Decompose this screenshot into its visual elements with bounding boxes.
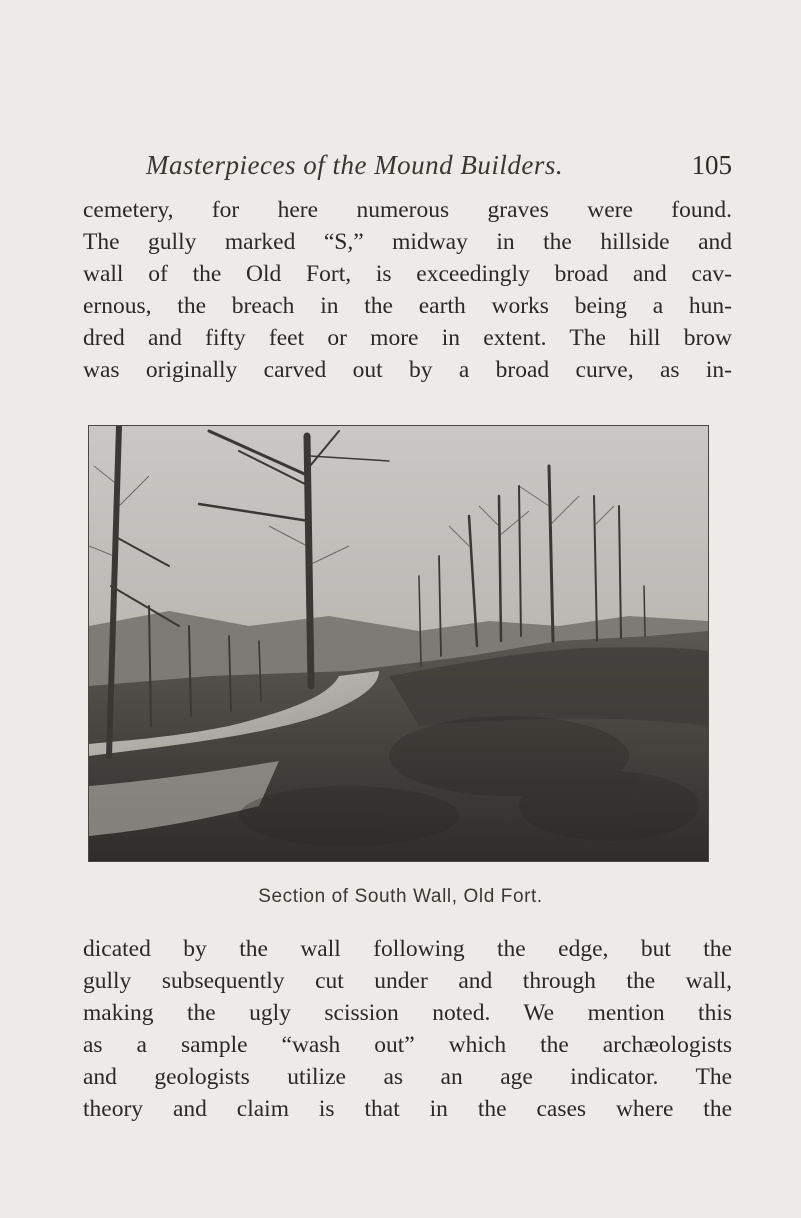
- page-number: 105: [691, 150, 732, 180]
- text-line: making the ugly scission noted. We mention this: [83, 1000, 732, 1026]
- text-line: as a sample “wash out” which the archæologists: [83, 1032, 732, 1058]
- text-line: wall of the Old Fort, is exceedingly broad and cav-: [83, 261, 732, 287]
- text-line: ernous, the breach in the earth works being a hun-: [83, 293, 732, 319]
- text-line: and geologists utilize as an age indicator. The: [83, 1064, 732, 1090]
- running-title: Masterpieces of the Mound Builders.: [146, 150, 564, 180]
- body-text-bottom: [83, 933, 732, 1125]
- text-line: was originally carved out by a broad curve, as in-: [83, 357, 732, 383]
- figure-caption: Section of South Wall, Old Fort.: [258, 886, 543, 907]
- text-line: theory and claim is that in the cases where the: [83, 1096, 732, 1122]
- body-text-top: [83, 194, 732, 386]
- running-header: [146, 150, 736, 186]
- text-line: cemetery, for here numerous graves were found.: [83, 197, 732, 223]
- figure-photograph: [88, 425, 709, 862]
- text-line: dred and fifty feet or more in extent. The hill brow: [83, 325, 732, 351]
- text-line: dicated by the wall following the edge, but the: [83, 936, 732, 962]
- photo-illustration: [89, 426, 708, 861]
- text-line: The gully marked “S,” midway in the hillside and: [83, 229, 732, 255]
- text-line: gully subsequently cut under and through the wall,: [83, 968, 732, 994]
